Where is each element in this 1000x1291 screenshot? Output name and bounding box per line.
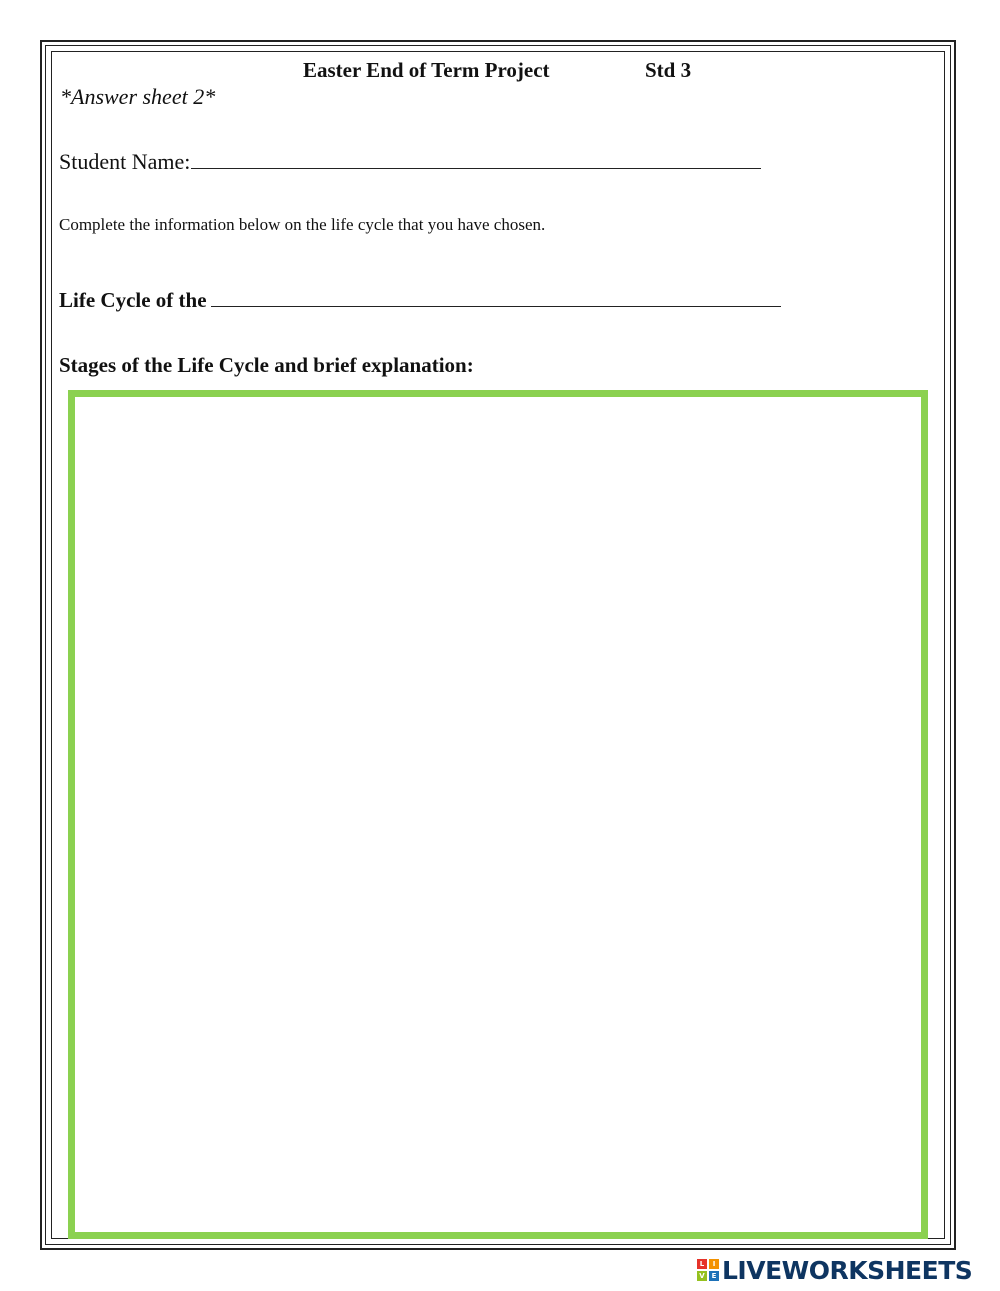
logo-tile-e: E	[709, 1271, 719, 1281]
life-cycle-blank[interactable]	[211, 288, 781, 307]
liveworksheets-logo-icon	[697, 1259, 719, 1281]
logo-tile-i: I	[709, 1259, 719, 1269]
liveworksheets-brand	[697, 1255, 972, 1285]
title-text: Easter End of Term Project	[303, 58, 550, 82]
student-name-label: Student Name:	[59, 149, 191, 174]
life-cycle-label: Life Cycle of the	[59, 288, 207, 312]
worksheet-title	[303, 58, 692, 83]
student-name-blank[interactable]	[191, 150, 761, 169]
student-name-field	[59, 149, 761, 175]
grade-label: Std 3	[645, 58, 692, 82]
instructions-text: Complete the information below on the life cycle that you have chosen.	[59, 215, 546, 234]
brand-name: LIVEWORKSHEETS	[722, 1255, 973, 1285]
stages-answer-box[interactable]	[68, 390, 928, 1239]
logo-tile-l: L	[697, 1259, 707, 1269]
logo-tile-v: V	[697, 1271, 707, 1281]
life-cycle-field	[59, 288, 781, 313]
answer-sheet-label: *Answer sheet 2*	[60, 84, 216, 109]
stages-heading: Stages of the Life Cycle and brief explanation:	[59, 353, 474, 377]
